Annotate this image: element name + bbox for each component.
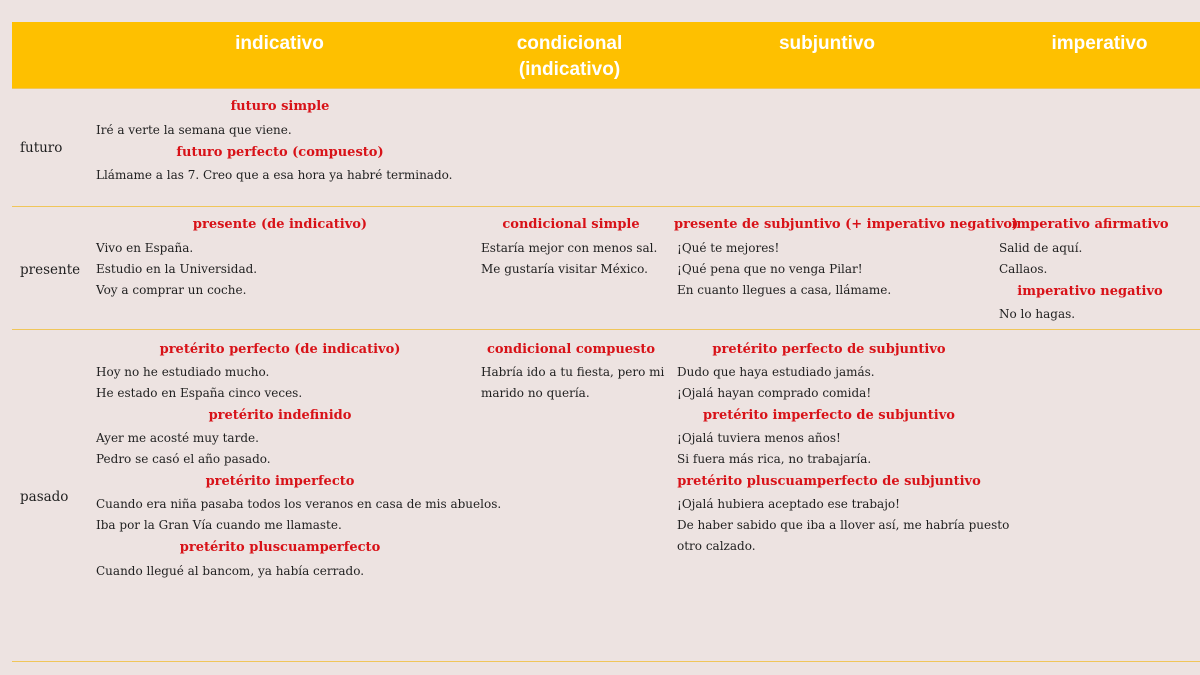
example-text: ¡Ojalá hubiera aceptado ese trabajo!: [677, 497, 900, 511]
row-divider-presente: [12, 329, 1200, 330]
row-label-pasado: pasado: [20, 489, 69, 505]
heading-imperativo-negativo: imperativo negativo: [1017, 284, 1163, 299]
header-condicional: [492, 31, 647, 83]
heading-preterito-indefinido: pretérito indefinido: [208, 408, 352, 423]
example-text: Cuando era niña pasaba todos los veranos en casa de mis abuelos.: [96, 497, 502, 511]
example-text: marido no quería.: [481, 386, 590, 400]
example-text: Iré a verte la semana que viene.: [96, 123, 292, 137]
header-subjuntivo: subjuntivo: [778, 33, 876, 54]
example-text: ¡Ojalá tuviera menos años!: [677, 431, 841, 445]
example-text: Estaría mejor con menos sal.: [481, 241, 658, 255]
heading-preterito-pluscuamperfecto: pretérito pluscuamperfecto: [179, 540, 381, 555]
header-condicional-line1: condicional: [516, 33, 623, 54]
heading-preterito-pluscuamperfecto-subjuntivo: pretérito pluscuamperfecto de subjuntivo: [677, 474, 981, 489]
example-text: Pedro se casó el año pasado.: [96, 452, 271, 466]
example-text: Llámame a las 7. Creo que a esa hora ya habré terminado.: [96, 168, 453, 182]
example-text: En cuanto llegues a casa, llámame.: [677, 283, 892, 297]
example-text: Dudo que haya estudiado jamás.: [677, 365, 875, 379]
example-text: Hoy no he estudiado mucho.: [96, 365, 270, 379]
example-text: De haber sabido que iba a llover así, me habría puesto: [677, 518, 1010, 532]
row-divider-bottom: [12, 661, 1200, 662]
example-text: Vivo en España.: [96, 241, 194, 255]
example-text: Voy a comprar un coche.: [96, 283, 247, 297]
example-text: Ayer me acosté muy tarde.: [96, 431, 259, 445]
example-text: No lo hagas.: [999, 307, 1076, 321]
header-indicativo: indicativo: [235, 33, 324, 54]
heading-imperativo-afirmativo: imperativo afirmativo: [1011, 217, 1169, 232]
example-text: Me gustaría visitar México.: [481, 262, 648, 276]
heading-futuro-simple: futuro simple: [230, 99, 330, 114]
heading-condicional-compuesto: condicional compuesto: [486, 342, 656, 357]
heading-futuro-perfecto: futuro perfecto (compuesto): [176, 145, 384, 160]
example-text: ¡Qué te mejores!: [677, 241, 780, 255]
heading-condicional-simple: condicional simple: [502, 217, 640, 232]
header-imperativo: imperativo: [1051, 33, 1148, 54]
heading-preterito-perfecto: pretérito perfecto (de indicativo): [159, 342, 401, 357]
example-text: Si fuera más rica, no trabajaría.: [677, 452, 872, 466]
example-text: ¡Qué pena que no venga Pilar!: [677, 262, 863, 276]
row-divider-futuro: [12, 206, 1200, 207]
row-label-futuro: futuro: [20, 140, 63, 156]
heading-preterito-imperfecto-subjuntivo: pretérito imperfecto de subjuntivo: [703, 408, 955, 423]
example-text: Habría ido a tu fiesta, pero mi: [481, 365, 665, 379]
table-header: [12, 22, 1200, 88]
example-text: Iba por la Gran Vía cuando me llamaste.: [96, 518, 342, 532]
example-text: otro calzado.: [677, 539, 756, 553]
row-divider-top: [12, 88, 1200, 89]
heading-presente-indicativo: presente (de indicativo): [192, 217, 368, 232]
row-label-presente: presente: [20, 262, 81, 278]
heading-presente-subjuntivo: presente de subjuntivo (+ imperativo negativo): [674, 217, 1019, 232]
heading-preterito-imperfecto: pretérito imperfecto: [205, 474, 355, 489]
header-condicional-line2: (indicativo): [518, 59, 621, 80]
example-text: ¡Ojalá hayan comprado comida!: [677, 386, 872, 400]
example-text: Salid de aquí.: [999, 241, 1083, 255]
example-text: Callaos.: [999, 262, 1048, 276]
heading-preterito-perfecto-subjuntivo: pretérito perfecto de subjuntivo: [712, 342, 946, 357]
example-text: Cuando llegué al bancom, ya había cerrado.: [96, 564, 365, 578]
example-text: Estudio en la Universidad.: [96, 262, 258, 276]
example-text: He estado en España cinco veces.: [96, 386, 303, 400]
